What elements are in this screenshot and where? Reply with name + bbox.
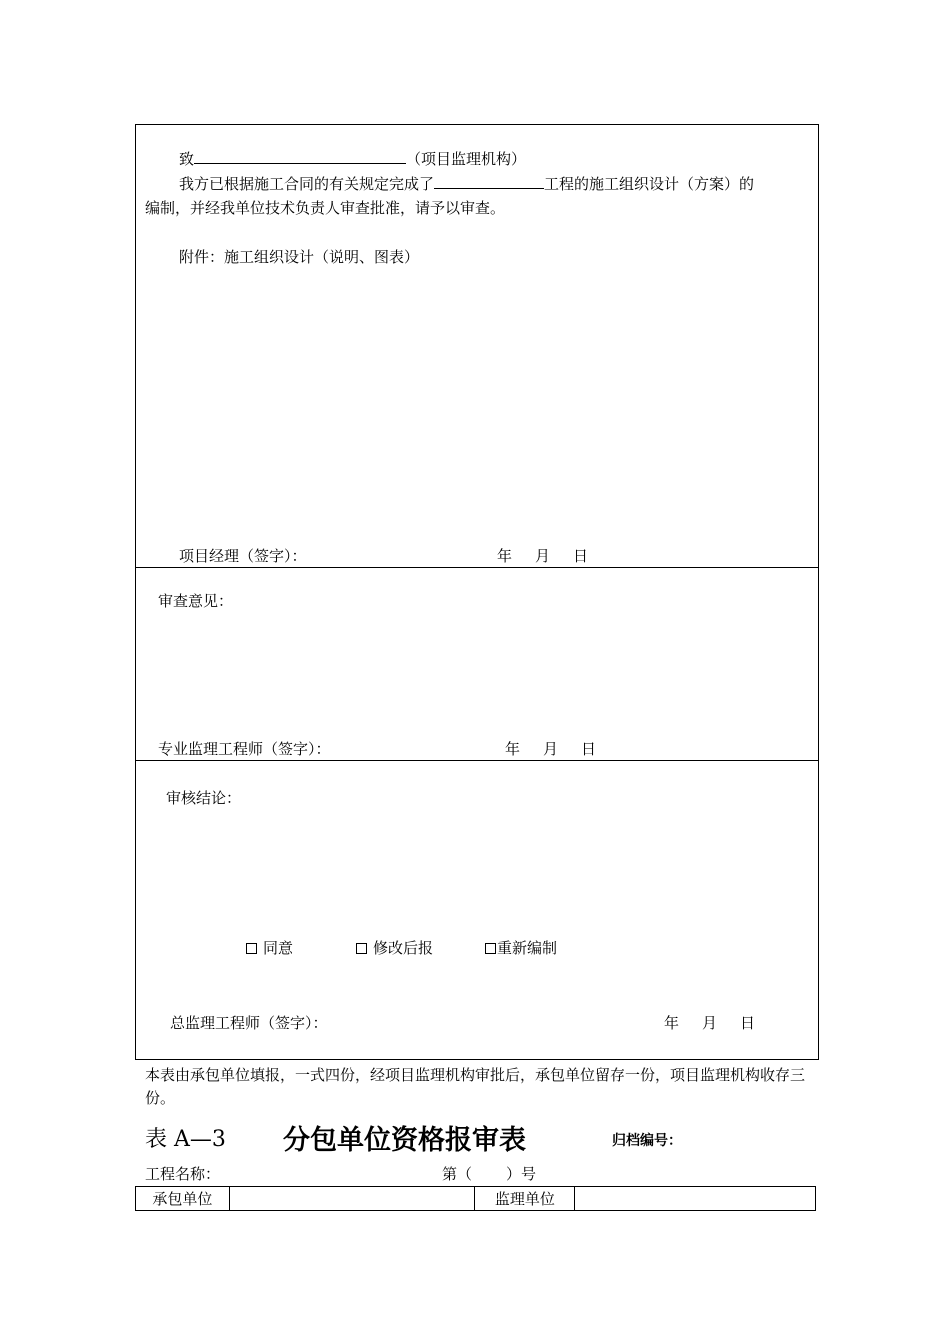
form-number (442, 1163, 536, 1184)
date-month: 月 (702, 1014, 718, 1032)
contractor-value[interactable] (229, 1187, 475, 1211)
review-opinion-section (136, 568, 818, 761)
checkbox-icon[interactable] (356, 943, 367, 954)
option-agree[interactable] (246, 939, 293, 957)
option-agree-label: 同意 (263, 939, 294, 957)
construction-design-review-form (135, 124, 819, 1060)
body-line-1 (179, 174, 754, 193)
option-modify-label: 修改后报 (373, 939, 434, 957)
option-modify[interactable] (356, 939, 433, 957)
date-year: 年 (497, 547, 513, 565)
next-form-header (0, 1118, 950, 1158)
subcontractor-info-table (135, 1186, 816, 1211)
next-form-title: 分包单位资格报审表 (283, 1125, 526, 1156)
submission-section (136, 125, 818, 568)
date-month: 月 (543, 740, 559, 758)
option-recompile-label: 重新编制 (497, 939, 558, 957)
chief-engineer-signature: 总监理工程师（签字）： (170, 1014, 328, 1032)
contractor-label: 承包单位 (136, 1187, 230, 1211)
review-opinion-label: 审查意见： (158, 592, 234, 610)
supervisor-value[interactable] (575, 1187, 816, 1211)
supervisor-label: 监理单位 (475, 1187, 575, 1211)
form-footnote: 本表由承包单位填报，一式四份，经项目监理机构审批后，承包单位留存一份，项目监理机构收存三份。 (145, 1066, 806, 1107)
form-number-prefix: 第（ (442, 1165, 473, 1183)
audit-conclusion-section (136, 761, 818, 1060)
attachment-text: 附件：施工组织设计（说明、图表） (179, 248, 420, 266)
body-line-2: 编制，并经我单位技术负责人审查批准，请予以审查。 (145, 199, 506, 217)
to-suffix: （项目监理机构） (406, 150, 527, 168)
project-name-blank[interactable] (434, 174, 544, 189)
date-day: 日 (740, 1014, 756, 1032)
date-year: 年 (664, 1014, 680, 1032)
to-prefix: 致 (179, 150, 195, 168)
engineer-signature: 专业监理工程师（签字）： (158, 740, 331, 758)
checkbox-icon[interactable] (246, 943, 257, 954)
date-day: 日 (581, 740, 597, 758)
table-number: 表 A—3 (145, 1127, 226, 1152)
date-day: 日 (573, 547, 589, 565)
date-year: 年 (505, 740, 521, 758)
addressee-line (179, 149, 526, 168)
addressee-blank[interactable] (194, 149, 406, 164)
option-recompile[interactable] (485, 939, 557, 957)
project-name-label: 工程名称： (145, 1165, 221, 1183)
project-manager-signature: 项目经理（签字）： (179, 547, 307, 565)
audit-conclusion-label: 审核结论： (166, 789, 242, 807)
form-number-suffix: ）号 (506, 1165, 537, 1183)
checkbox-icon[interactable] (485, 943, 496, 954)
body-part-2: 工程的施工组织设计（方案）的 (544, 175, 755, 193)
body-part-1: 我方已根据施工合同的有关规定完成了 (179, 175, 435, 193)
date-month: 月 (535, 547, 551, 565)
archive-number-label: 归档编号： (612, 1133, 682, 1149)
table-row (136, 1187, 816, 1211)
